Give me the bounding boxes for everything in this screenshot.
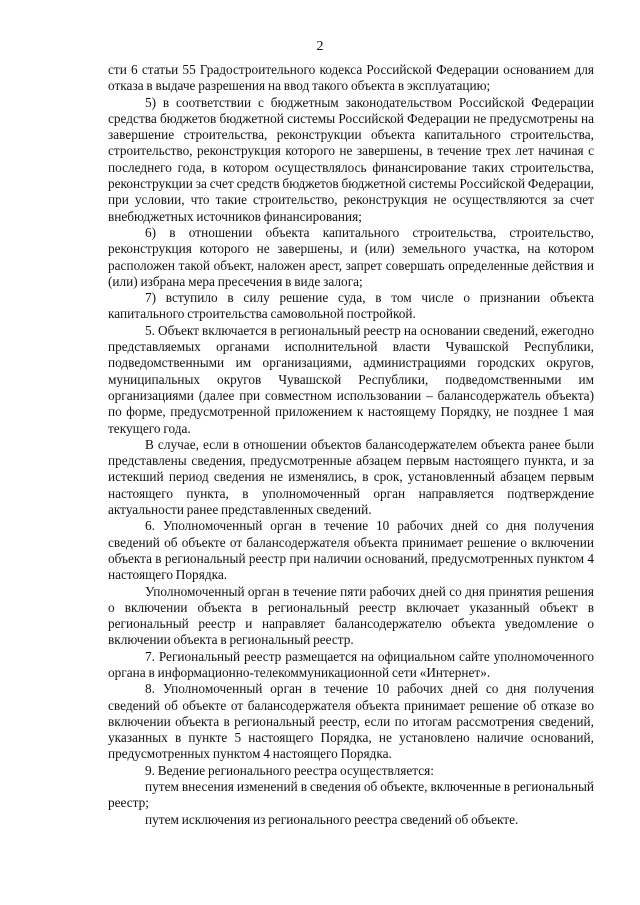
- paragraph-point-6: 6. Уполномоченный орган в течение 10 рабочих дней со дня получения сведений об объекте от балансодержателя объекта принимает решение о включении объекта в региональный реестр при наличии оснований, предусмотренных пунктом 4 настоящего Порядка.: [108, 518, 594, 583]
- paragraph-item-5: 5) в соответствии с бюджетным законодательством Российской Федерации средства бюджетов бюджетной системы Российской Федерации не предусмотрены на завершение строительства, реконструкции объекта капитального строительства, строительство, реконструкция которого не завершены, в течение трех лет начиная с последнего года, в котором осуществлялось финансирование таких строительства, реконструкции за счет средств бюджетов бюджетной системы Российской Федерации, при условии, что такие строительство, реконструкция не осуществляются за счет внебюджетных источников финансирования;: [108, 94, 595, 224]
- paragraph-point-9-exclusion: путем исключения из регионального реестра сведений об объекте.: [145, 811, 519, 827]
- paragraph-point-7: 7. Региональный реестр размещается на официальном сайте уполномоченного органа в информационно-телекоммуникационной сети «Интернет».: [108, 648, 594, 680]
- paragraph-continuation: сти 6 статьи 55 Градостроительного кодекса Российской Федерации основанием для отказа в выдаче разрешения на ввод такого объекта в эксплуатацию;: [108, 62, 594, 94]
- paragraph-item-7: 7) вступило в силу решение суда, в том числе о признании объекта капитального строительства самовольной постройкой.: [108, 290, 594, 322]
- paragraph-point-5: 5. Объект включается в региональный реестр на основании сведений, ежегодно представляемых органами исполнительной власти Чувашской Республики, подведомственными им организациями, администрациями городских округов, муниципальных округов Чувашской Республики, подведомственными им организациями (далее при совместном использовании – балансодержатель объекта) по форме, предусмотренной приложением к настоящему Порядку, не позднее 1 мая текущего года.: [108, 322, 594, 436]
- paragraph-point-9-changes: путем внесения изменений в сведения об объекте, включенные в региональный реестр;: [108, 779, 594, 811]
- paragraph-point-5-case: В случае, если в отношении объектов балансодержателем объекта ранее были представлены сведения, предусмотренные абзацем первым настоящего пункта, и за истекший период сведения не изменялись, в срок, установленный абзацем первым настоящего пункта, в уполномоченный орган направляется подтверждение актуальности ранее представленных сведений.: [108, 436, 594, 518]
- paragraph-item-6: 6) в отношении объекта капитального строительства, строительство, реконструкция которого не завершены, и (или) земельного участка, на котором расположен такой объект, наложен арест, запрет совершать определенные действия и (или) избрана мера пресечения в виде залога;: [108, 224, 594, 289]
- paragraph-point-8: 8. Уполномоченный орган в течение 10 рабочих дней со дня получения сведений об объекте от балансодержателя объекта принимает решение об отказе во включении объекта в региональный реестр, если по итогам рассмотрения сведений, указанных в пункте 5 настоящего Порядка, не установлено наличие оснований, предусмотренных пунктом 4 настоящего Порядка.: [108, 681, 594, 762]
- page-number: 2: [316, 39, 324, 54]
- paragraph-point-9: 9. Ведение регионального реестра осуществляется:: [145, 762, 434, 778]
- document-body: [108, 62, 594, 828]
- paragraph-point-6-inclusion: Уполномоченный орган в течение пяти рабочих дней со дня принятия решения о включении объекта в региональный реестр включает указанный объект в региональный реестр и направляет балансодержателю объекта уведомление о включении объекта в региональный реестр.: [108, 583, 594, 648]
